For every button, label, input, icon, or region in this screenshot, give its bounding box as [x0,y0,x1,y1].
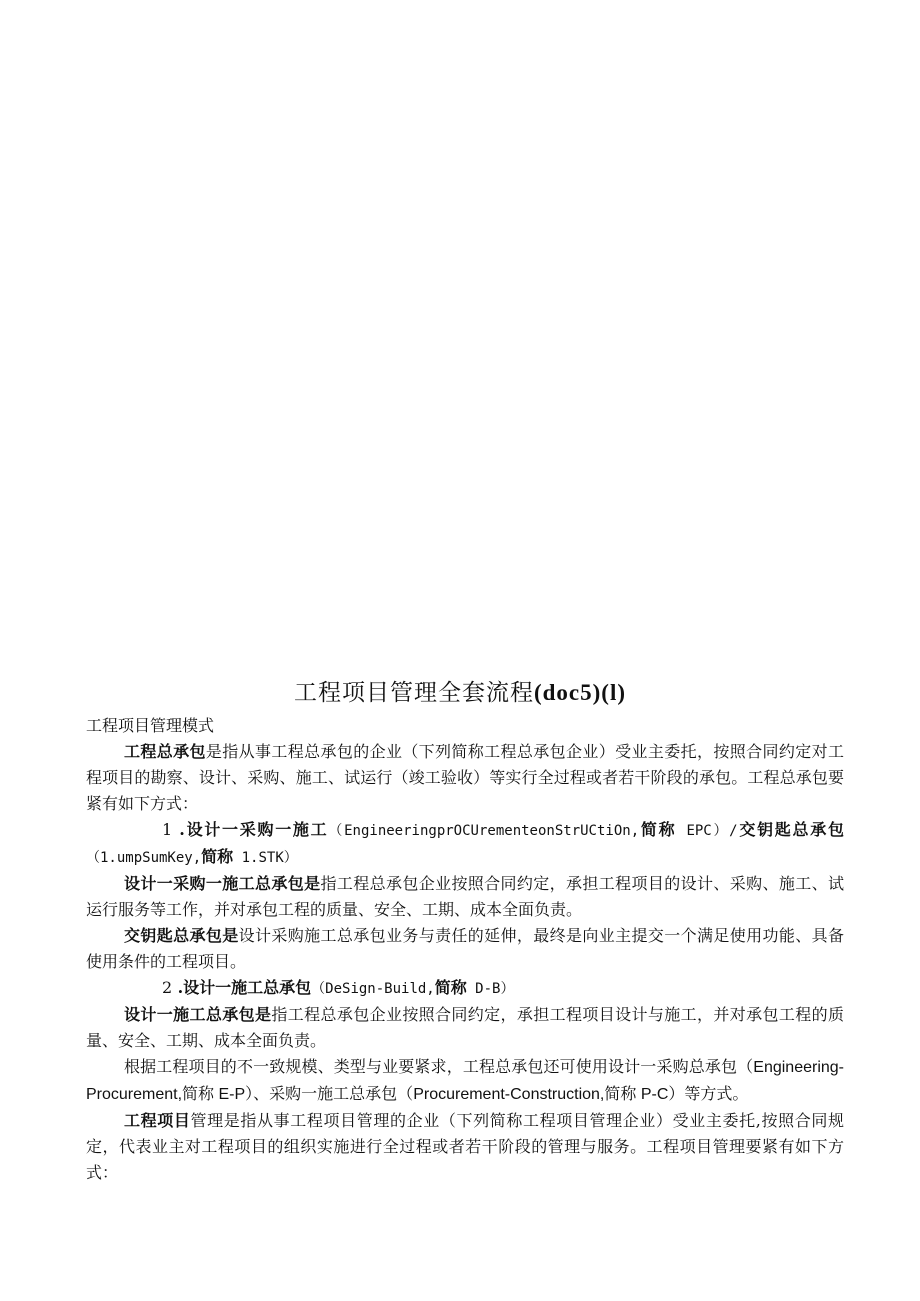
list-item-title: .设计一施工总承包 [172,978,312,997]
list-item-db [86,975,844,1002]
list-item-number: 2 [162,978,173,997]
list-item-english-2: （1.umpSumKey, [86,850,202,866]
paragraph-text: ）、采购一施工总承包（ [245,1084,414,1103]
section-heading: 工程项目管理模式 [86,716,215,735]
list-item-code: EPC）/ [676,823,738,839]
paragraph-text: 设计采购施工总承包业务与责任的延伸，最终是向业主提交一个满足使用功能、具备使用条件的工程项目。 [86,926,844,971]
english-term-ep: Engineering-Procurement,简称 E-P [86,1059,844,1103]
list-item-code-2: 1.STK） [233,850,298,866]
list-item-abbr-label: 简称 [639,820,677,839]
paragraph-other-modes [86,1054,844,1108]
paragraph-text: ）等方式。 [668,1084,749,1103]
paragraph-text: 指工程总承包企业按照合同约定，承担工程项目设计与施工，并对承包工程的质量、安全、工期、成本全面负责。 [86,1005,844,1050]
paragraph-text: 管理是指从事工程项目管理的企业（下列简称工程项目管理企业）受业主委托,按照合同规定，代表业主对工程项目的组织实施进行全过程或者若干阶段的管理与服务。工程项目管理要紧有如下方式： [86,1111,844,1182]
title-chinese: 工程项目管理全套流程 [293,680,534,706]
paragraph-design-build [86,1002,844,1054]
title-suffix: (doc5)(l) [533,680,627,705]
paragraph-text: 是指从事工程总承包的企业（下列简称工程总承包企业）受业主委托，按照合同约定对工程项目的勘察、设计、采购、施工、试运行（竣工验收）等实行全过程或者若干阶段的承包。工程总承包要紧有如下方式： [86,742,844,813]
paragraph-text: 根据工程项目的不一致规模、类型与业要紧求，工程总承包还可使用设计一采购总承包（ [124,1057,754,1076]
paragraph-text: 指工程总承包企业按照合同约定，承担工程项目的设计、采购、施工、试运行服务等工作，并对承包工程的质量、安全、工期、成本全面负责。 [86,874,844,919]
paragraph-turnkey [86,923,844,975]
list-item-code: D-B） [466,981,515,997]
list-item-epc [86,817,844,871]
english-term-pc: Procurement-Construction,简称 P-C [413,1086,669,1103]
paragraph-project-management [86,1108,844,1186]
document-body [86,713,844,1186]
term-epc: 设计一采购一施工总承包是 [124,874,321,893]
list-item-number: 1 [162,820,173,839]
term-general-contracting: 工程总承包 [124,742,206,761]
list-item-abbr-label-2: 简称 [201,847,234,866]
list-item-title-2: 交钥匙总承包 [737,820,844,839]
term-project-management: 工程项目 [124,1111,191,1130]
list-item-english: （DeSign-Build, [311,981,435,997]
term-turnkey: 交钥匙总承包是 [124,926,239,945]
term-design-build: 设计一施工总承包是 [124,1005,272,1024]
page-title [0,677,920,709]
paragraph-epc [86,871,844,923]
list-item-english: （EngineeringprOCUrementeonStrUCtiOn, [328,823,640,839]
list-item-abbr-label: 简称 [434,978,467,997]
paragraph-general-contracting [86,739,844,817]
list-item-title: .设计一采购一施工 [172,820,329,839]
